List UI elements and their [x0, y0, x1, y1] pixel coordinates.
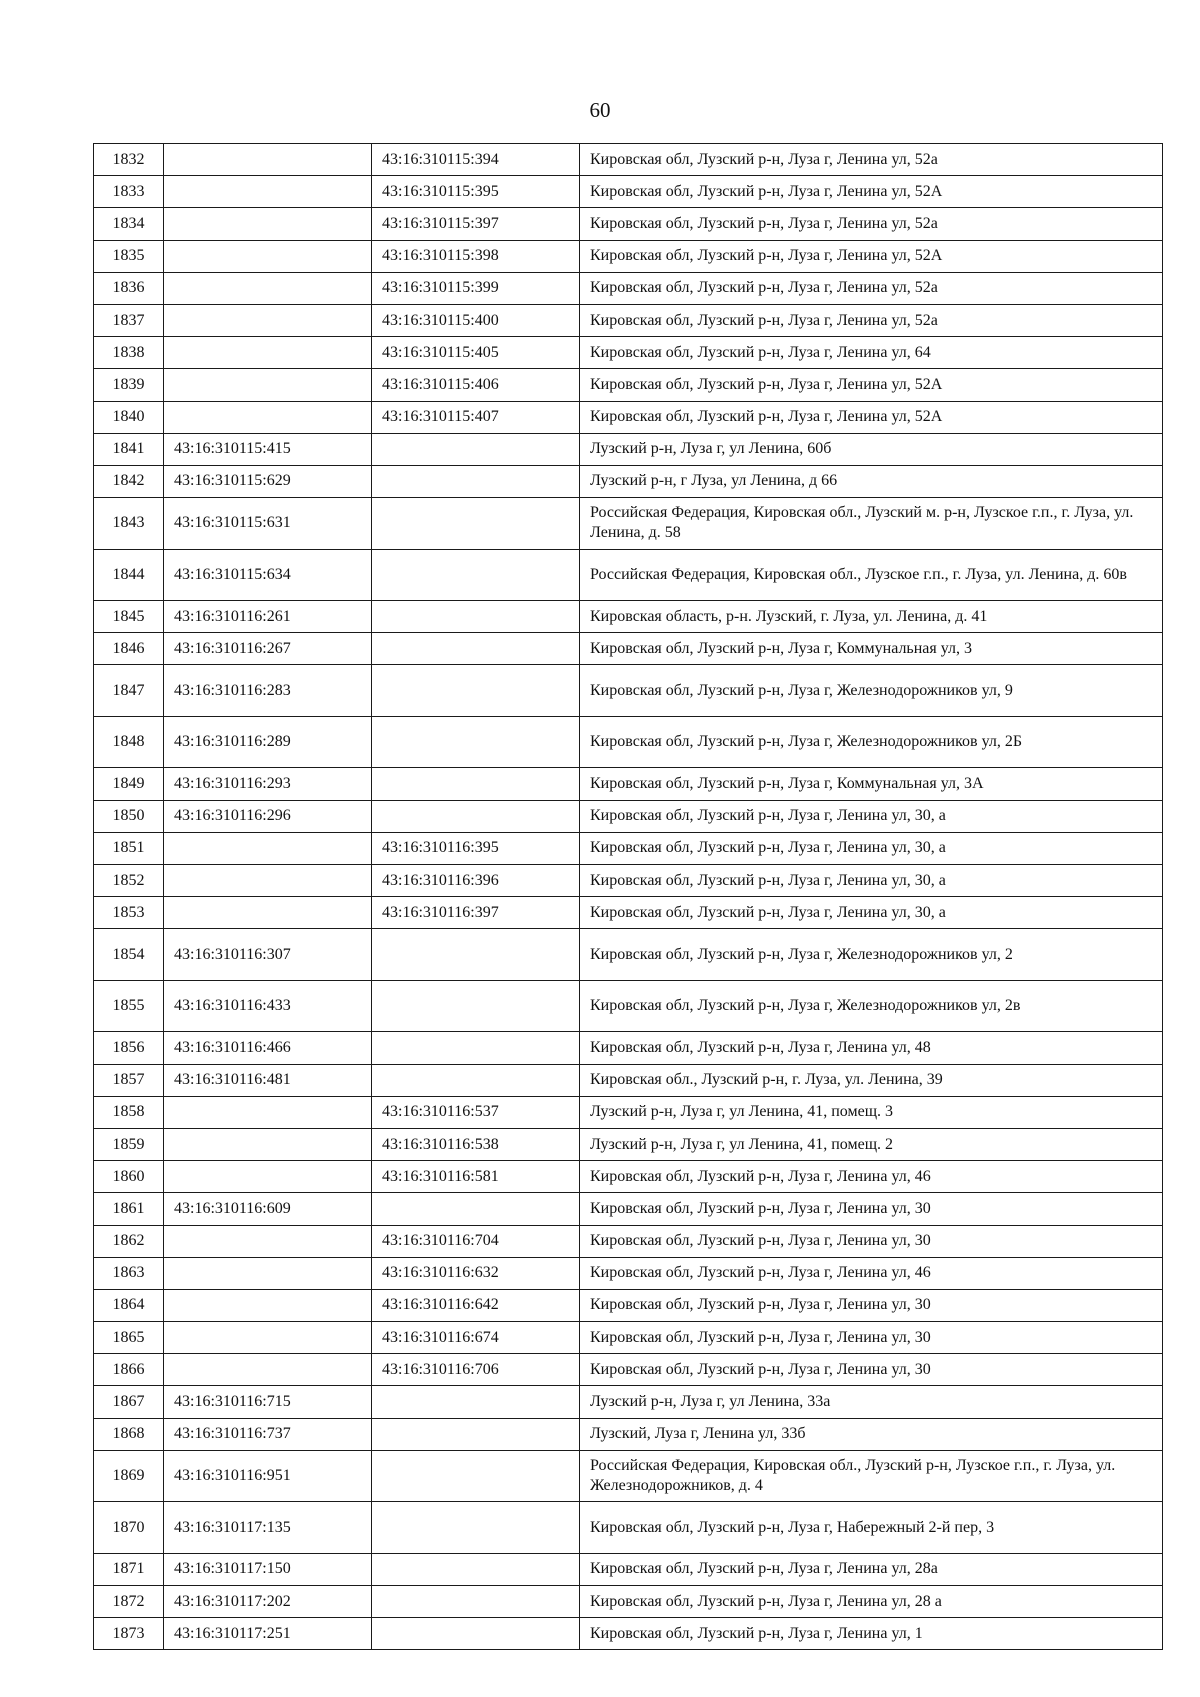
cadastral-number-cell: 43:16:310116:307	[164, 929, 372, 981]
cadastral-number-cell: 43:16:310116:951	[164, 1450, 372, 1502]
table-row	[94, 832, 1163, 864]
table-row	[94, 304, 1163, 336]
cadastral-number-cell: 43:16:310116:433	[164, 980, 372, 1032]
cadastral-number-cell: 43:16:310115:631	[164, 498, 372, 550]
row-number-cell: 1852	[94, 865, 164, 897]
table-row	[94, 433, 1163, 465]
table-row	[94, 601, 1163, 633]
cadastral-number-secondary-cell	[372, 601, 580, 633]
row-number-cell: 1846	[94, 633, 164, 665]
page-number: 60	[589, 98, 611, 122]
address-cell: Кировская обл, Лузский р-н, Луза г, Ленина ул, 48	[580, 1032, 1163, 1064]
row-number-cell: 1845	[94, 601, 164, 633]
table-row	[94, 1322, 1163, 1354]
cadastral-number-secondary-cell: 43:16:310115:399	[372, 272, 580, 304]
cadastral-number-secondary-cell	[372, 1386, 580, 1418]
cadastral-number-cell: 43:16:310116:293	[164, 768, 372, 800]
address-cell: Кировская область, р-н. Лузский, г. Луза, ул. Ленина, д. 41	[580, 601, 1163, 633]
cadastral-number-cell	[164, 1128, 372, 1160]
address-cell: Кировская обл, Лузский р-н, Луза г, Железнодорожников ул, 2в	[580, 980, 1163, 1032]
address-cell: Кировская обл, Лузский р-н, Луза г, Ленина ул, 52а	[580, 208, 1163, 240]
cadastral-number-cell: 43:16:310116:466	[164, 1032, 372, 1064]
table-row	[94, 929, 1163, 981]
address-cell: Кировская обл, Лузский р-н, Луза г, Ленина ул, 30, а	[580, 897, 1163, 929]
cadastral-number-secondary-cell: 43:16:310116:396	[372, 865, 580, 897]
address-cell: Кировская обл, Лузский р-н, Луза г, Ленина ул, 52А	[580, 240, 1163, 272]
address-cell: Российская Федерация, Кировская обл., Лузский м. р-н, Лузское г.п., г. Луза, ул. Ленина, д. 58	[580, 498, 1163, 550]
cadastral-number-secondary-cell	[372, 1418, 580, 1450]
row-number-cell: 1859	[94, 1128, 164, 1160]
row-number-cell: 1873	[94, 1618, 164, 1650]
cadastral-number-cell	[164, 240, 372, 272]
cadastral-number-cell	[164, 1096, 372, 1128]
registry-body	[94, 144, 1163, 1650]
cadastral-number-cell: 43:16:310115:629	[164, 465, 372, 497]
registry-table	[93, 143, 1163, 1650]
row-number-cell: 1848	[94, 716, 164, 768]
address-cell: Кировская обл, Лузский р-н, Луза г, Коммунальная ул, 3	[580, 633, 1163, 665]
address-cell: Кировская обл, Лузский р-н, Луза г, Ленина ул, 1	[580, 1618, 1163, 1650]
cadastral-number-cell: 43:16:310117:135	[164, 1502, 372, 1554]
address-cell: Кировская обл, Лузский р-н, Луза г, Ленина ул, 46	[580, 1161, 1163, 1193]
row-number-cell: 1850	[94, 800, 164, 832]
cadastral-number-cell: 43:16:310116:283	[164, 665, 372, 717]
row-number-cell: 1871	[94, 1553, 164, 1585]
address-cell: Российская Федерация, Кировская обл., Лузский р-н, Лузское г.п., г. Луза, ул. Железнодорожников, д. 4	[580, 1450, 1163, 1502]
address-cell: Кировская обл, Лузский р-н, Луза г, Ленина ул, 46	[580, 1257, 1163, 1289]
table-row	[94, 1386, 1163, 1418]
cadastral-number-secondary-cell	[372, 716, 580, 768]
table-row	[94, 337, 1163, 369]
cadastral-number-secondary-cell	[372, 1450, 580, 1502]
row-number-cell: 1853	[94, 897, 164, 929]
row-number-cell: 1842	[94, 465, 164, 497]
address-cell: Кировская обл, Лузский р-н, Луза г, Ленина ул, 28 а	[580, 1586, 1163, 1618]
cadastral-number-secondary-cell	[372, 1553, 580, 1585]
cadastral-number-cell	[164, 369, 372, 401]
cadastral-number-secondary-cell	[372, 980, 580, 1032]
table-row	[94, 897, 1163, 929]
cadastral-number-secondary-cell	[372, 549, 580, 601]
row-number-cell: 1872	[94, 1586, 164, 1618]
address-cell: Кировская обл, Лузский р-н, Луза г, Ленина ул, 30, а	[580, 865, 1163, 897]
table-row	[94, 1289, 1163, 1321]
cadastral-number-cell: 43:16:310116:715	[164, 1386, 372, 1418]
table-row	[94, 1128, 1163, 1160]
row-number-cell: 1870	[94, 1502, 164, 1554]
cadastral-number-secondary-cell: 43:16:310115:407	[372, 401, 580, 433]
cadastral-number-secondary-cell	[372, 1618, 580, 1650]
row-number-cell: 1864	[94, 1289, 164, 1321]
row-number-cell: 1866	[94, 1354, 164, 1386]
address-cell: Кировская обл, Лузский р-н, Луза г, Ленина ул, 52А	[580, 176, 1163, 208]
address-cell: Кировская обл, Лузский р-н, Луза г, Ленина ул, 30	[580, 1354, 1163, 1386]
cadastral-number-cell	[164, 208, 372, 240]
row-number-cell: 1844	[94, 549, 164, 601]
cadastral-number-secondary-cell	[372, 1586, 580, 1618]
table-row	[94, 768, 1163, 800]
cadastral-number-secondary-cell	[372, 1193, 580, 1225]
cadastral-number-cell: 43:16:310115:415	[164, 433, 372, 465]
cadastral-number-cell	[164, 1161, 372, 1193]
cadastral-number-secondary-cell: 43:16:310115:405	[372, 337, 580, 369]
address-cell: Кировская обл, Лузский р-н, Луза г, Ленина ул, 30, а	[580, 832, 1163, 864]
table-row	[94, 369, 1163, 401]
table-row	[94, 980, 1163, 1032]
cadastral-number-cell	[164, 832, 372, 864]
cadastral-number-secondary-cell: 43:16:310115:394	[372, 144, 580, 176]
table-row	[94, 865, 1163, 897]
table-row	[94, 1354, 1163, 1386]
row-number-cell: 1868	[94, 1418, 164, 1450]
cadastral-number-secondary-cell: 43:16:310115:395	[372, 176, 580, 208]
row-number-cell: 1867	[94, 1386, 164, 1418]
cadastral-number-cell	[164, 144, 372, 176]
address-cell: Кировская обл, Лузский р-н, Луза г, Ленина ул, 64	[580, 337, 1163, 369]
cadastral-number-cell: 43:16:310117:202	[164, 1586, 372, 1618]
cadastral-number-cell	[164, 401, 372, 433]
table-row	[94, 498, 1163, 550]
table-row	[94, 1064, 1163, 1096]
cadastral-number-cell: 43:16:310116:267	[164, 633, 372, 665]
table-row	[94, 208, 1163, 240]
cadastral-number-secondary-cell	[372, 768, 580, 800]
cadastral-number-cell	[164, 272, 372, 304]
table-row	[94, 1096, 1163, 1128]
table-row	[94, 1161, 1163, 1193]
table-row	[94, 1257, 1163, 1289]
row-number-cell: 1834	[94, 208, 164, 240]
table-row	[94, 401, 1163, 433]
address-cell: Кировская обл, Лузский р-н, Луза г, Коммунальная ул, 3А	[580, 768, 1163, 800]
cadastral-number-cell: 43:16:310117:251	[164, 1618, 372, 1650]
cadastral-number-secondary-cell: 43:16:310116:706	[372, 1354, 580, 1386]
cadastral-number-cell: 43:16:310116:737	[164, 1418, 372, 1450]
cadastral-number-cell	[164, 1257, 372, 1289]
table-row	[94, 144, 1163, 176]
address-cell: Кировская обл, Лузский р-н, Луза г, Ленина ул, 52а	[580, 272, 1163, 304]
cadastral-number-secondary-cell	[372, 1064, 580, 1096]
address-cell: Лузский, Луза г, Ленина ул, 33б	[580, 1418, 1163, 1450]
row-number-cell: 1847	[94, 665, 164, 717]
row-number-cell: 1858	[94, 1096, 164, 1128]
table-row	[94, 176, 1163, 208]
address-cell: Кировская обл, Лузский р-н, Луза г, Ленина ул, 52А	[580, 369, 1163, 401]
row-number-cell: 1865	[94, 1322, 164, 1354]
cadastral-number-cell	[164, 304, 372, 336]
row-number-cell: 1837	[94, 304, 164, 336]
cadastral-number-cell: 43:16:310116:481	[164, 1064, 372, 1096]
cadastral-number-secondary-cell: 43:16:310116:632	[372, 1257, 580, 1289]
cadastral-number-secondary-cell: 43:16:310115:398	[372, 240, 580, 272]
cadastral-number-secondary-cell	[372, 929, 580, 981]
table-row	[94, 549, 1163, 601]
address-cell: Кировская обл., Лузский р-н, г. Луза, ул. Ленина, 39	[580, 1064, 1163, 1096]
cadastral-number-secondary-cell: 43:16:310115:397	[372, 208, 580, 240]
address-cell: Лузский р-н, Луза г, ул Ленина, 41, помещ. 2	[580, 1128, 1163, 1160]
cadastral-number-cell	[164, 1289, 372, 1321]
cadastral-number-cell: 43:16:310116:609	[164, 1193, 372, 1225]
row-number-cell: 1854	[94, 929, 164, 981]
row-number-cell: 1849	[94, 768, 164, 800]
row-number-cell: 1857	[94, 1064, 164, 1096]
cadastral-number-cell: 43:16:310116:289	[164, 716, 372, 768]
row-number-cell: 1832	[94, 144, 164, 176]
table-row	[94, 1502, 1163, 1554]
row-number-cell: 1860	[94, 1161, 164, 1193]
table-row	[94, 272, 1163, 304]
row-number-cell: 1838	[94, 337, 164, 369]
table-row	[94, 1450, 1163, 1502]
row-number-cell: 1843	[94, 498, 164, 550]
row-number-cell: 1862	[94, 1225, 164, 1257]
address-cell: Лузский р-н, Луза г, ул Ленина, 60б	[580, 433, 1163, 465]
row-number-cell: 1839	[94, 369, 164, 401]
table-row	[94, 800, 1163, 832]
cadastral-number-secondary-cell: 43:16:310116:704	[372, 1225, 580, 1257]
table-row	[94, 1418, 1163, 1450]
cadastral-number-secondary-cell: 43:16:310116:397	[372, 897, 580, 929]
table-row	[94, 1618, 1163, 1650]
table-row	[94, 1586, 1163, 1618]
address-cell: Кировская обл, Лузский р-н, Луза г, Набережный 2-й пер, 3	[580, 1502, 1163, 1554]
cadastral-number-cell	[164, 865, 372, 897]
cadastral-number-cell	[164, 1354, 372, 1386]
address-cell: Кировская обл, Лузский р-н, Луза г, Ленина ул, 30	[580, 1225, 1163, 1257]
table-row	[94, 716, 1163, 768]
cadastral-number-secondary-cell	[372, 498, 580, 550]
cadastral-number-secondary-cell	[372, 665, 580, 717]
cadastral-number-secondary-cell	[372, 465, 580, 497]
table-row	[94, 240, 1163, 272]
cadastral-number-cell: 43:16:310116:296	[164, 800, 372, 832]
row-number-cell: 1836	[94, 272, 164, 304]
row-number-cell: 1840	[94, 401, 164, 433]
address-cell: Кировская обл, Лузский р-н, Луза г, Ленина ул, 30	[580, 1193, 1163, 1225]
cadastral-number-secondary-cell: 43:16:310116:538	[372, 1128, 580, 1160]
row-number-cell: 1833	[94, 176, 164, 208]
cadastral-number-cell: 43:16:310117:150	[164, 1553, 372, 1585]
cadastral-number-cell	[164, 897, 372, 929]
row-number-cell: 1835	[94, 240, 164, 272]
row-number-cell: 1856	[94, 1032, 164, 1064]
cadastral-number-secondary-cell	[372, 633, 580, 665]
address-cell: Кировская обл, Лузский р-н, Луза г, Железнодорожников ул, 9	[580, 665, 1163, 717]
row-number-cell: 1869	[94, 1450, 164, 1502]
row-number-cell: 1861	[94, 1193, 164, 1225]
address-cell: Кировская обл, Лузский р-н, Луза г, Ленина ул, 30	[580, 1322, 1163, 1354]
cadastral-number-cell	[164, 1322, 372, 1354]
table-row	[94, 465, 1163, 497]
address-cell: Лузский р-н, Луза г, ул Ленина, 33а	[580, 1386, 1163, 1418]
address-cell: Кировская обл, Лузский р-н, Луза г, Ленина ул, 30	[580, 1289, 1163, 1321]
address-cell: Лузский р-н, г Луза, ул Ленина, д 66	[580, 465, 1163, 497]
cadastral-number-secondary-cell	[372, 1032, 580, 1064]
address-cell: Кировская обл, Лузский р-н, Луза г, Ленина ул, 52а	[580, 144, 1163, 176]
cadastral-number-secondary-cell: 43:16:310116:581	[372, 1161, 580, 1193]
cadastral-number-secondary-cell: 43:16:310116:395	[372, 832, 580, 864]
row-number-cell: 1863	[94, 1257, 164, 1289]
cadastral-number-secondary-cell	[372, 800, 580, 832]
table-row	[94, 633, 1163, 665]
cadastral-number-cell	[164, 176, 372, 208]
address-cell: Кировская обл, Лузский р-н, Луза г, Железнодорожников ул, 2	[580, 929, 1163, 981]
table-row	[94, 1225, 1163, 1257]
cadastral-number-cell: 43:16:310116:261	[164, 601, 372, 633]
row-number-cell: 1841	[94, 433, 164, 465]
cadastral-number-secondary-cell	[372, 433, 580, 465]
address-cell: Кировская обл, Лузский р-н, Луза г, Ленина ул, 52А	[580, 401, 1163, 433]
address-cell: Российская Федерация, Кировская обл., Лузское г.п., г. Луза, ул. Ленина, д. 60в	[580, 549, 1163, 601]
cadastral-number-cell: 43:16:310115:634	[164, 549, 372, 601]
table-row	[94, 665, 1163, 717]
address-cell: Кировская обл, Лузский р-н, Луза г, Ленина ул, 30, а	[580, 800, 1163, 832]
row-number-cell: 1851	[94, 832, 164, 864]
table-row	[94, 1553, 1163, 1585]
address-cell: Кировская обл, Лузский р-н, Луза г, Железнодорожников ул, 2Б	[580, 716, 1163, 768]
cadastral-number-secondary-cell: 43:16:310116:537	[372, 1096, 580, 1128]
address-cell: Кировская обл, Лузский р-н, Луза г, Ленина ул, 52а	[580, 304, 1163, 336]
address-cell: Кировская обл, Лузский р-н, Луза г, Ленина ул, 28а	[580, 1553, 1163, 1585]
cadastral-number-secondary-cell: 43:16:310116:674	[372, 1322, 580, 1354]
cadastral-number-secondary-cell: 43:16:310115:406	[372, 369, 580, 401]
table-row	[94, 1193, 1163, 1225]
cadastral-number-secondary-cell	[372, 1502, 580, 1554]
cadastral-number-secondary-cell: 43:16:310116:642	[372, 1289, 580, 1321]
table-row	[94, 1032, 1163, 1064]
cadastral-number-cell	[164, 1225, 372, 1257]
cadastral-number-cell	[164, 337, 372, 369]
cadastral-number-secondary-cell: 43:16:310115:400	[372, 304, 580, 336]
row-number-cell: 1855	[94, 980, 164, 1032]
address-cell: Лузский р-н, Луза г, ул Ленина, 41, помещ. 3	[580, 1096, 1163, 1128]
